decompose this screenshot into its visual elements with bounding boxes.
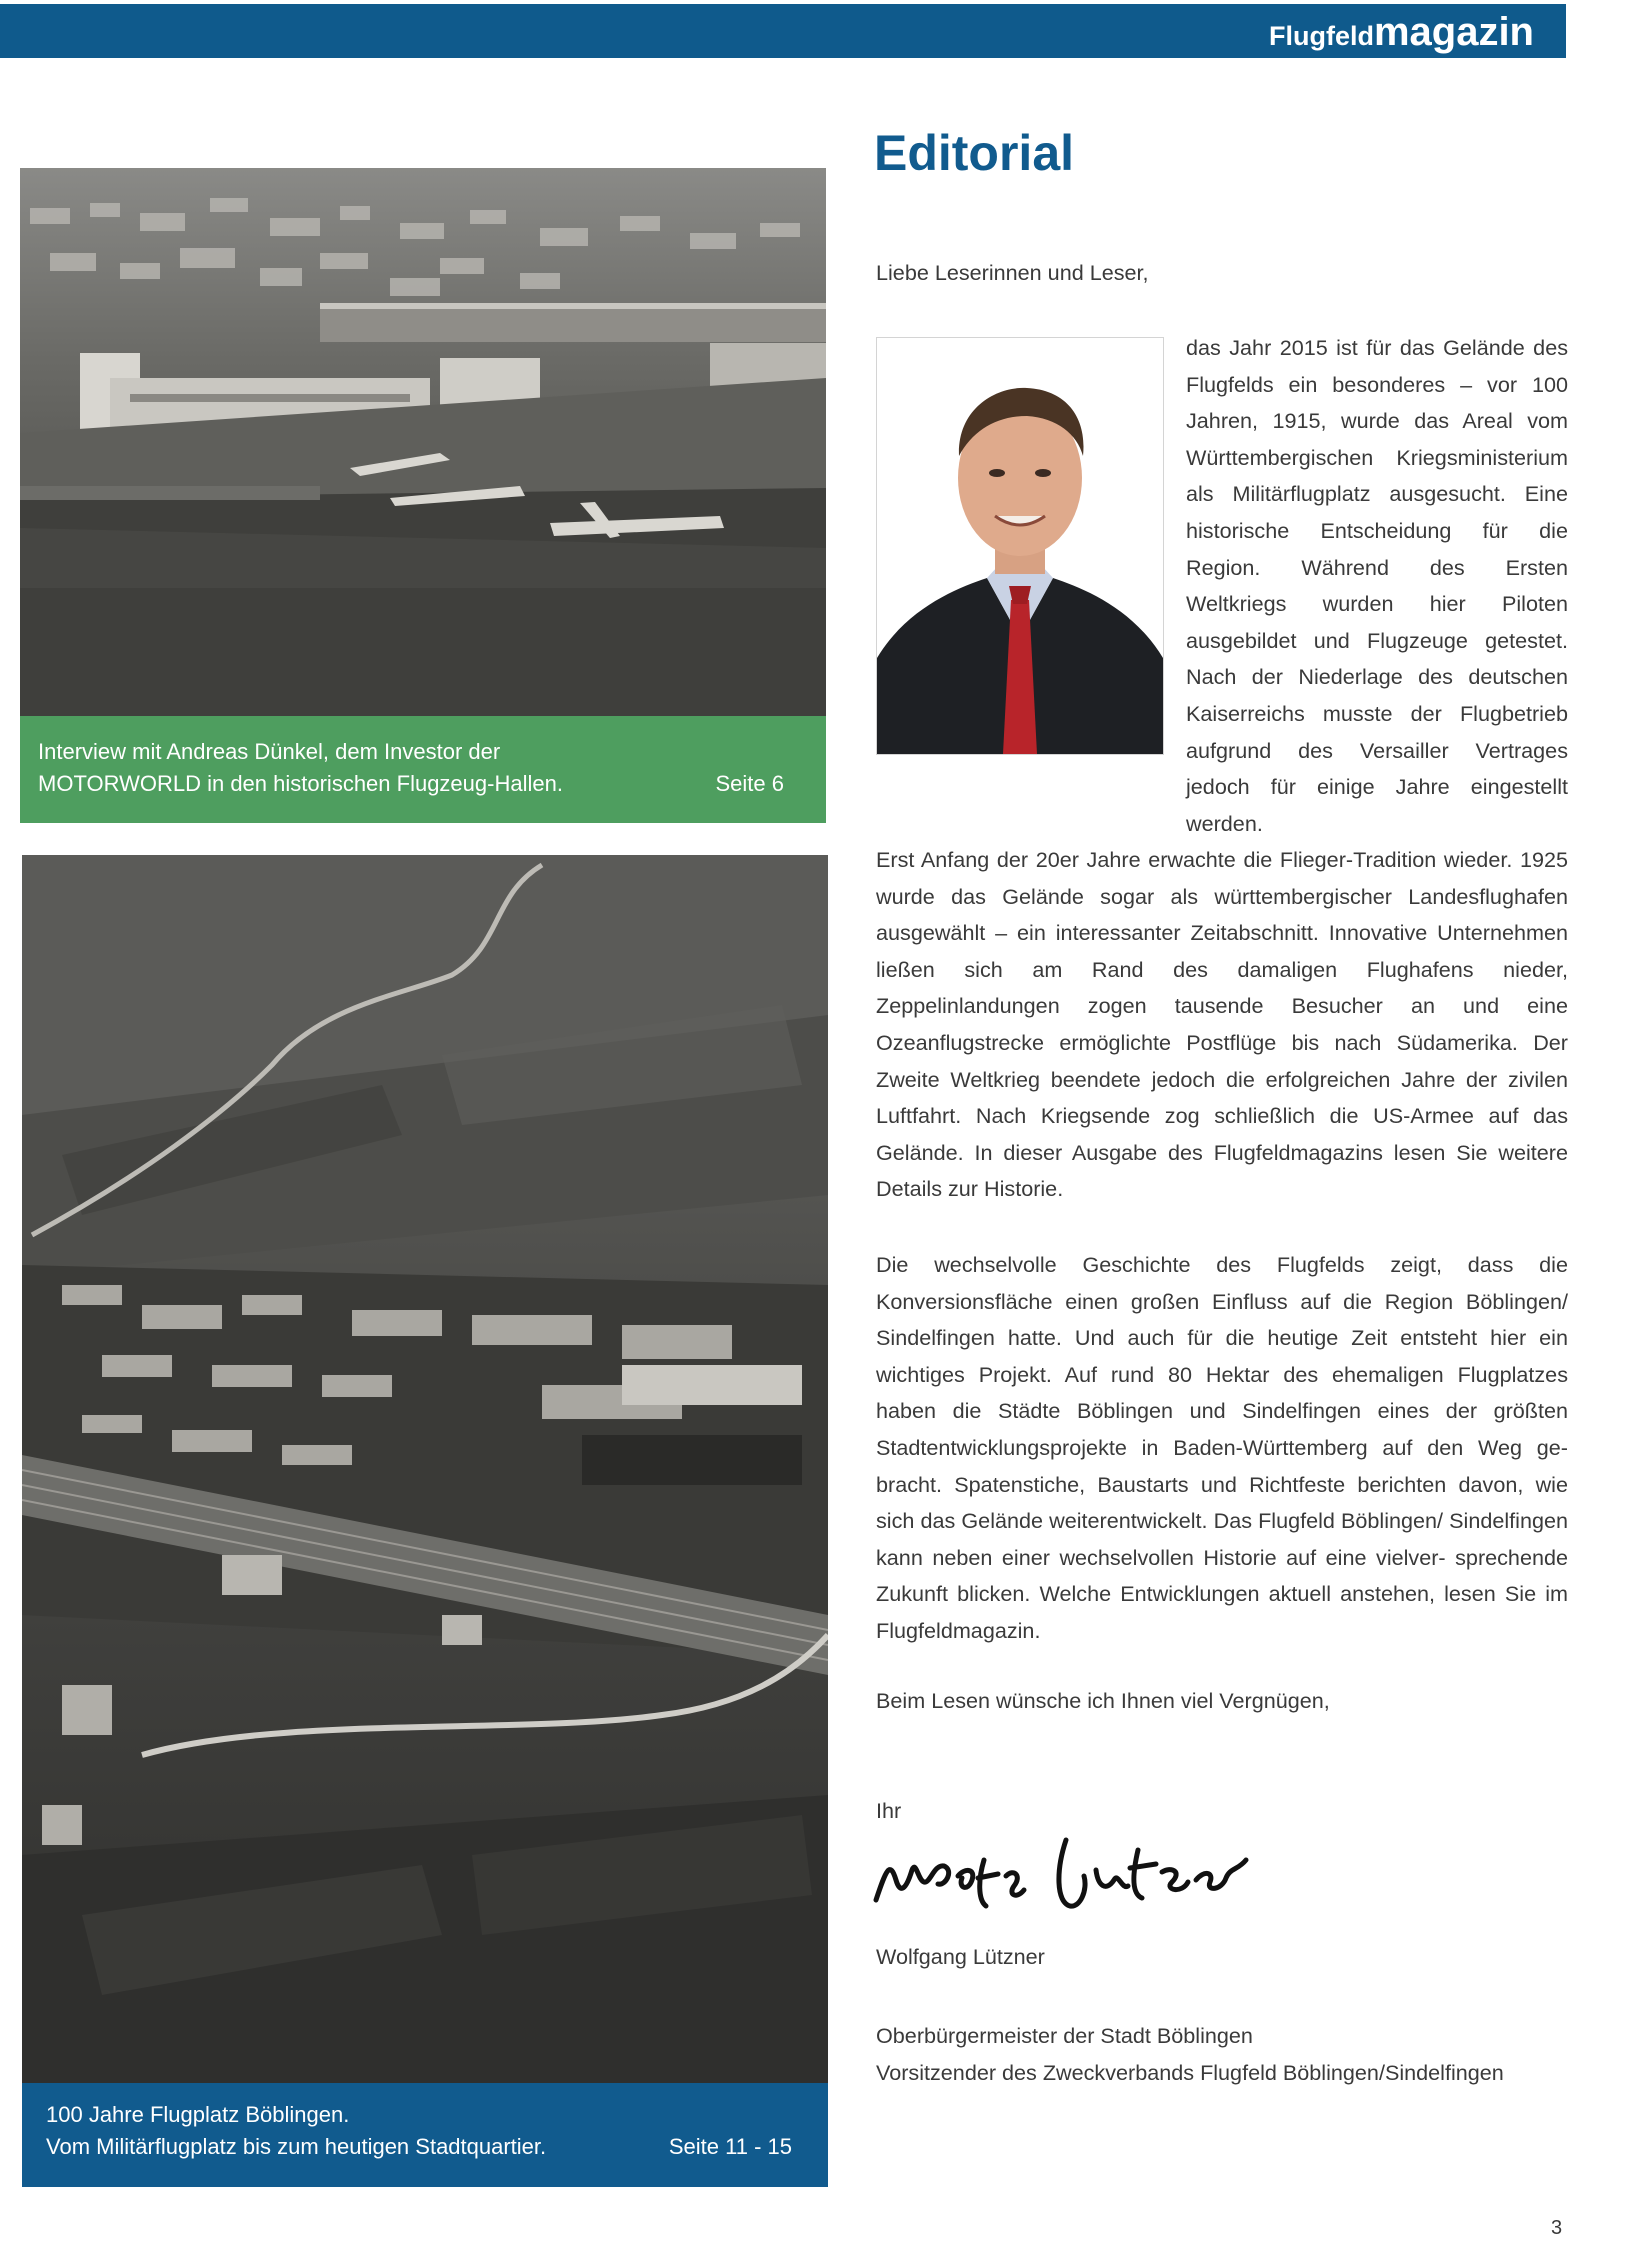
magazine-brand xyxy=(1269,10,1534,55)
signer-name: Wolfgang Lützner xyxy=(876,1944,1045,1969)
historic-aerial-photo xyxy=(22,855,828,2083)
signature-image xyxy=(866,1820,1286,1935)
paragraph-development: Die wechselvolle Geschichte des Flugfelds zeigt, dass die Konversionsfläche einen großen Einfluss auf die Region Böblingen/ Sindelfingen hatte. Und auch für die heutige Zeit entsteht hier ein wichtiges Projekt. Auf rund 80 Hektar des ehemaligen Flugplatzes haben die Städte Böblingen und Sindelfingen eines der größten Stadtentwicklungsprojekte in Baden-Württemberg auf den Weg ge- bracht. Spatenstiche, Baustarts und Richtfeste berichten davon, wie sich das Gelände weiterentwickelt. Das Flugfeld Böblingen/ Sindelfingen kann neben einer wechselvollen Historie auf eine vielver- sprechende Zukunft blicken. Welche Entwicklungen aktuell anstehen, lesen Sie im Flugfeldmagazin. xyxy=(876,1252,1568,1643)
paragraph-history: Erst Anfang der 20er Jahre erwachte die Flieger-Tradition wieder. 1925 wurde das Gelände sogar als württembergischer Landesflughafen ausgewählt – ein interessanter Zeitabschnitt. Innovative Unternehmen ließen sich am Rand des damaligen Flughafens nieder, Zeppelinlandungen zogen tausende Besucher an und eine Ozeanflugstrecke ermöglichte Postflüge bis nach Südamerika. Der Zweite Weltkrieg beendete jedoch die erfolgreichen Jahre der zivilen Luftfahrt. Nach Kriegsende zog schließlich die US-Armee auf das Gelände. In dieser Ausgabe des Flugfeldmagazins lesen Sie weitere Details zur Historie. xyxy=(876,847,1568,1202)
brand-part-1: Flugfeld xyxy=(1268,21,1374,51)
historic-airfield-photo xyxy=(20,168,826,716)
signer-title xyxy=(876,2018,1504,2091)
teaser-text xyxy=(46,2099,546,2163)
teaser-page-ref: Seite 11 - 15 xyxy=(668,2134,792,2159)
intro-paragraph: das Jahr 2015 ist für das Gelände des Flugfelds ein besonderes – vor 100 Jahren, 1915, wurde das Areal vom Württembergischen Kriegsministerium als Militärflugplatz ausgesucht. Eine historische Entscheidung für die Region. Während des Ersten Weltkriegs wurden hier Piloten ausgebildet und Flugzeuge getestet. Nach der Niederlage des deutschen Kaiserreichs musste der Flugbetrieb aufgrund des Versailler Vertrages jedoch für einige Jahre eingestellt werden. xyxy=(1186,335,1568,836)
signer-title-line-1: Oberbürgermeister der Stadt Böblingen xyxy=(876,2023,1253,2048)
teaser-page-ref: Seite 6 xyxy=(715,771,784,796)
teaser-line-1: Interview mit Andreas Dünkel, dem Investor der xyxy=(38,739,501,764)
salutation: Liebe Leserinnen und Leser, xyxy=(876,260,1149,285)
teaser-caption-interview[interactable] xyxy=(20,716,826,823)
teaser-line-2: Vom Militärflugplatz bis zum heutigen Stadtquartier. xyxy=(46,2134,547,2159)
page-title: Editorial xyxy=(874,125,1075,181)
teaser-line-2: MOTORWORLD in den historischen Flugzeug-Hallen. xyxy=(38,771,563,796)
teaser-caption-history[interactable] xyxy=(22,2083,828,2187)
closing-ihr: Ihr xyxy=(876,1798,902,1823)
closing-line: Beim Lesen wünsche ich Ihnen viel Vergnügen, xyxy=(876,1688,1330,1713)
page-number: 3 xyxy=(1551,2217,1563,2239)
author-portrait xyxy=(876,337,1164,755)
brand-part-2: magazin xyxy=(1373,10,1534,54)
teaser-line-1: 100 Jahre Flugplatz Böblingen. xyxy=(46,2102,350,2127)
signer-title-line-2: Vorsitzender des Zweckverbands Flugfeld Böblingen/Sindelfingen xyxy=(876,2059,1504,2085)
header-bar xyxy=(0,4,1566,58)
teaser-text xyxy=(38,736,563,800)
